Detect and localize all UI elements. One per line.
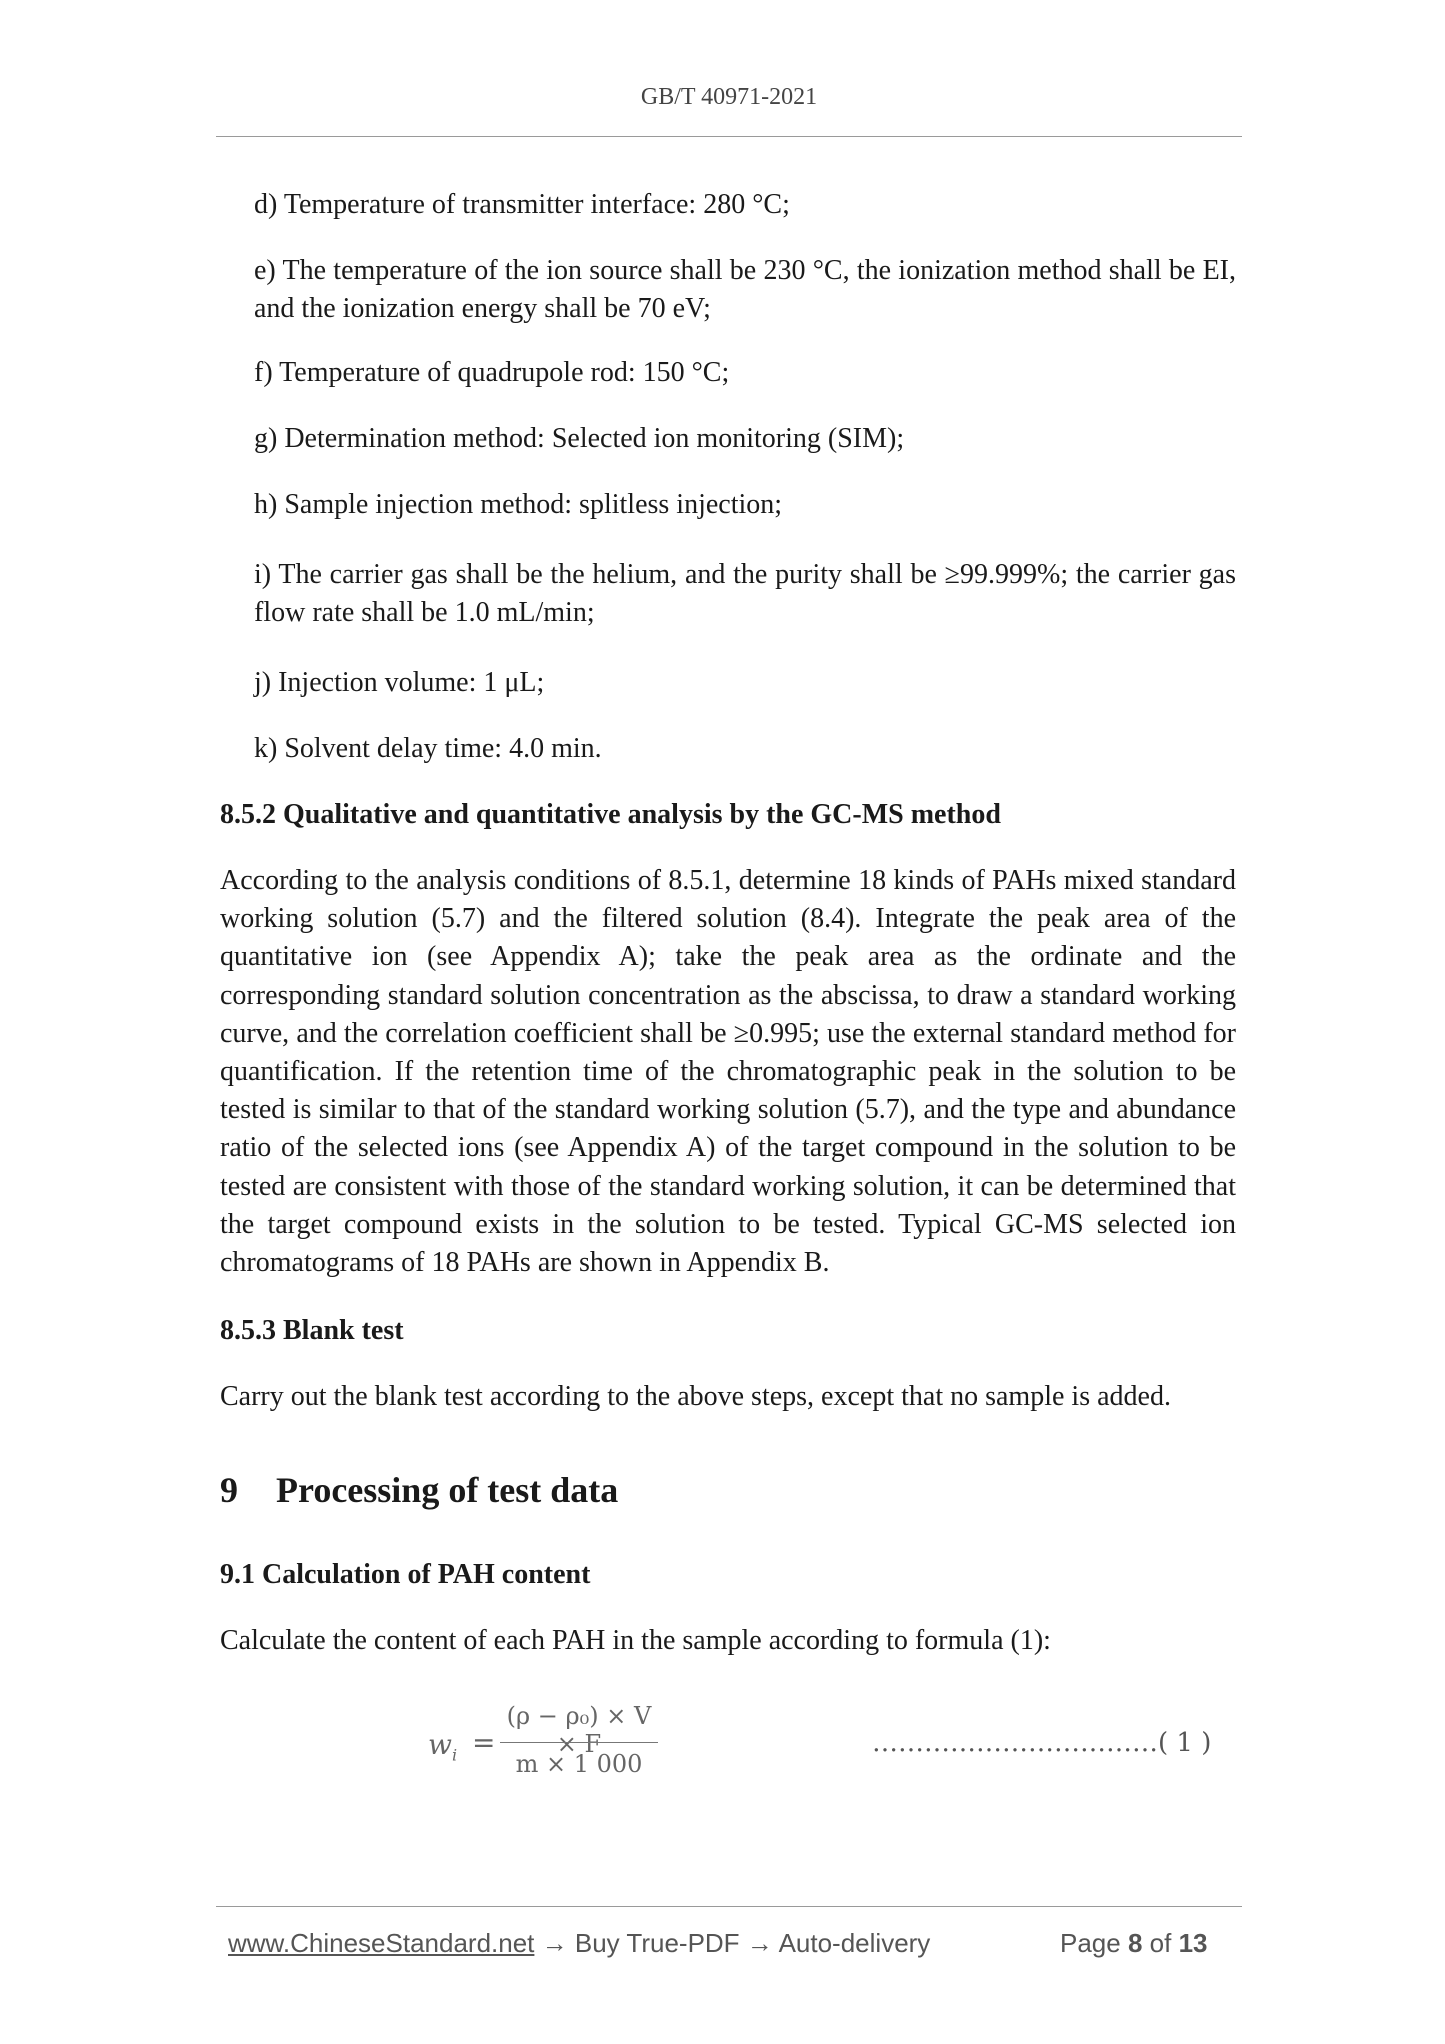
formula-fraction-bar [500, 1742, 658, 1743]
section-heading-8-5-2: 8.5.2 Qualitative and quantitative analysis by the GC-MS method [220, 799, 1001, 830]
list-item-d: d) Temperature of transmitter interface: 280 °C; [254, 189, 790, 220]
formula-lhs-var: w [428, 1728, 452, 1761]
chinesestandard-link[interactable]: www.ChineseStandard.net [228, 1928, 535, 1958]
footer-promo: → Buy True-PDF → Auto-delivery [534, 1928, 931, 1958]
header-rule [216, 136, 1242, 137]
list-item-e: e) The temperature of the ion source shall be 230 °C, the ionization method shall be EI, and the ionization energy shall be 70 eV; [254, 255, 1236, 324]
list-item-k: k) Solvent delay time: 4.0 min. [254, 733, 602, 764]
list-item-g: g) Determination method: Selected ion monitoring (SIM); [254, 423, 905, 454]
list-item-i: i) The carrier gas shall be the helium, and the purity shall be ≥99.999%; the carrier gas flow rate shall be 1.0 mL/min; [254, 559, 1236, 628]
section-8-5-2-body: According to the analysis conditions of 8.5.1, determine 18 kinds of PAHs mixed standard working solution (5.7) and the filtered solution (8.4). Integrate the peak area of the quantitative ion (see Appendix A); take the peak area as the ordinate and the corresponding standard solution concentration as the abscissa, to draw a standard working curve, and the correlation coefficient shall be ≥0.995; use the external standard method for quantification. If the retention time of the chromatographic peak in the solution to be tested is similar to that of the standard working solution (5.7), and the type and abundance ratio of the selected ions (see Appendix A) of the target compound in the solution to be tested are consistent with those of the standard working solution, it can be determined that the target compound exists in the solution to be tested. Typical GC-MS selected ion chromatograms of 18 PAHs are shown in Appendix B. [220, 865, 1236, 1279]
list-item-j: j) Injection volume: 1 μL; [254, 667, 545, 698]
document-code-header: GB/T 40971-2021 [640, 84, 818, 110]
section-9-1-body: Calculate the content of each PAH in the sample according to formula (1): [220, 1625, 1051, 1656]
page-label: Page [1060, 1928, 1121, 1958]
list-item-f: f) Temperature of quadrupole rod: 150 °C; [254, 357, 730, 388]
page-number: 8 [1127, 1928, 1143, 1958]
section-heading-9-1: 9.1 Calculation of PAH content [220, 1559, 591, 1590]
formula-equals: = [472, 1726, 496, 1759]
list-item-h: h) Sample injection method: splitless injection; [254, 489, 783, 520]
formula-lhs [428, 1728, 457, 1765]
formula-numerator: (ρ − ρ₀) × V × F [506, 1702, 652, 1758]
of-label: of [1149, 1928, 1172, 1958]
total-pages: 13 [1178, 1928, 1208, 1958]
footer-left [228, 1928, 930, 1959]
equation-number: ……………………………( 1 ) [872, 1728, 1212, 1758]
formula-denominator: m × 1 000 [515, 1750, 643, 1778]
chapter-title: Processing of test data [276, 1470, 619, 1510]
page-indicator [1060, 1928, 1208, 1959]
section-8-5-3-body: Carry out the blank test according to the above steps, except that no sample is added. [220, 1381, 1171, 1412]
chapter-heading-9 [220, 1468, 618, 1512]
section-heading-8-5-3: 8.5.3 Blank test [220, 1315, 404, 1346]
formula-lhs-sub: i [451, 1745, 458, 1765]
chapter-number: 9 [220, 1470, 238, 1510]
footer-rule [216, 1906, 1242, 1907]
formula-1 [428, 1702, 748, 1788]
